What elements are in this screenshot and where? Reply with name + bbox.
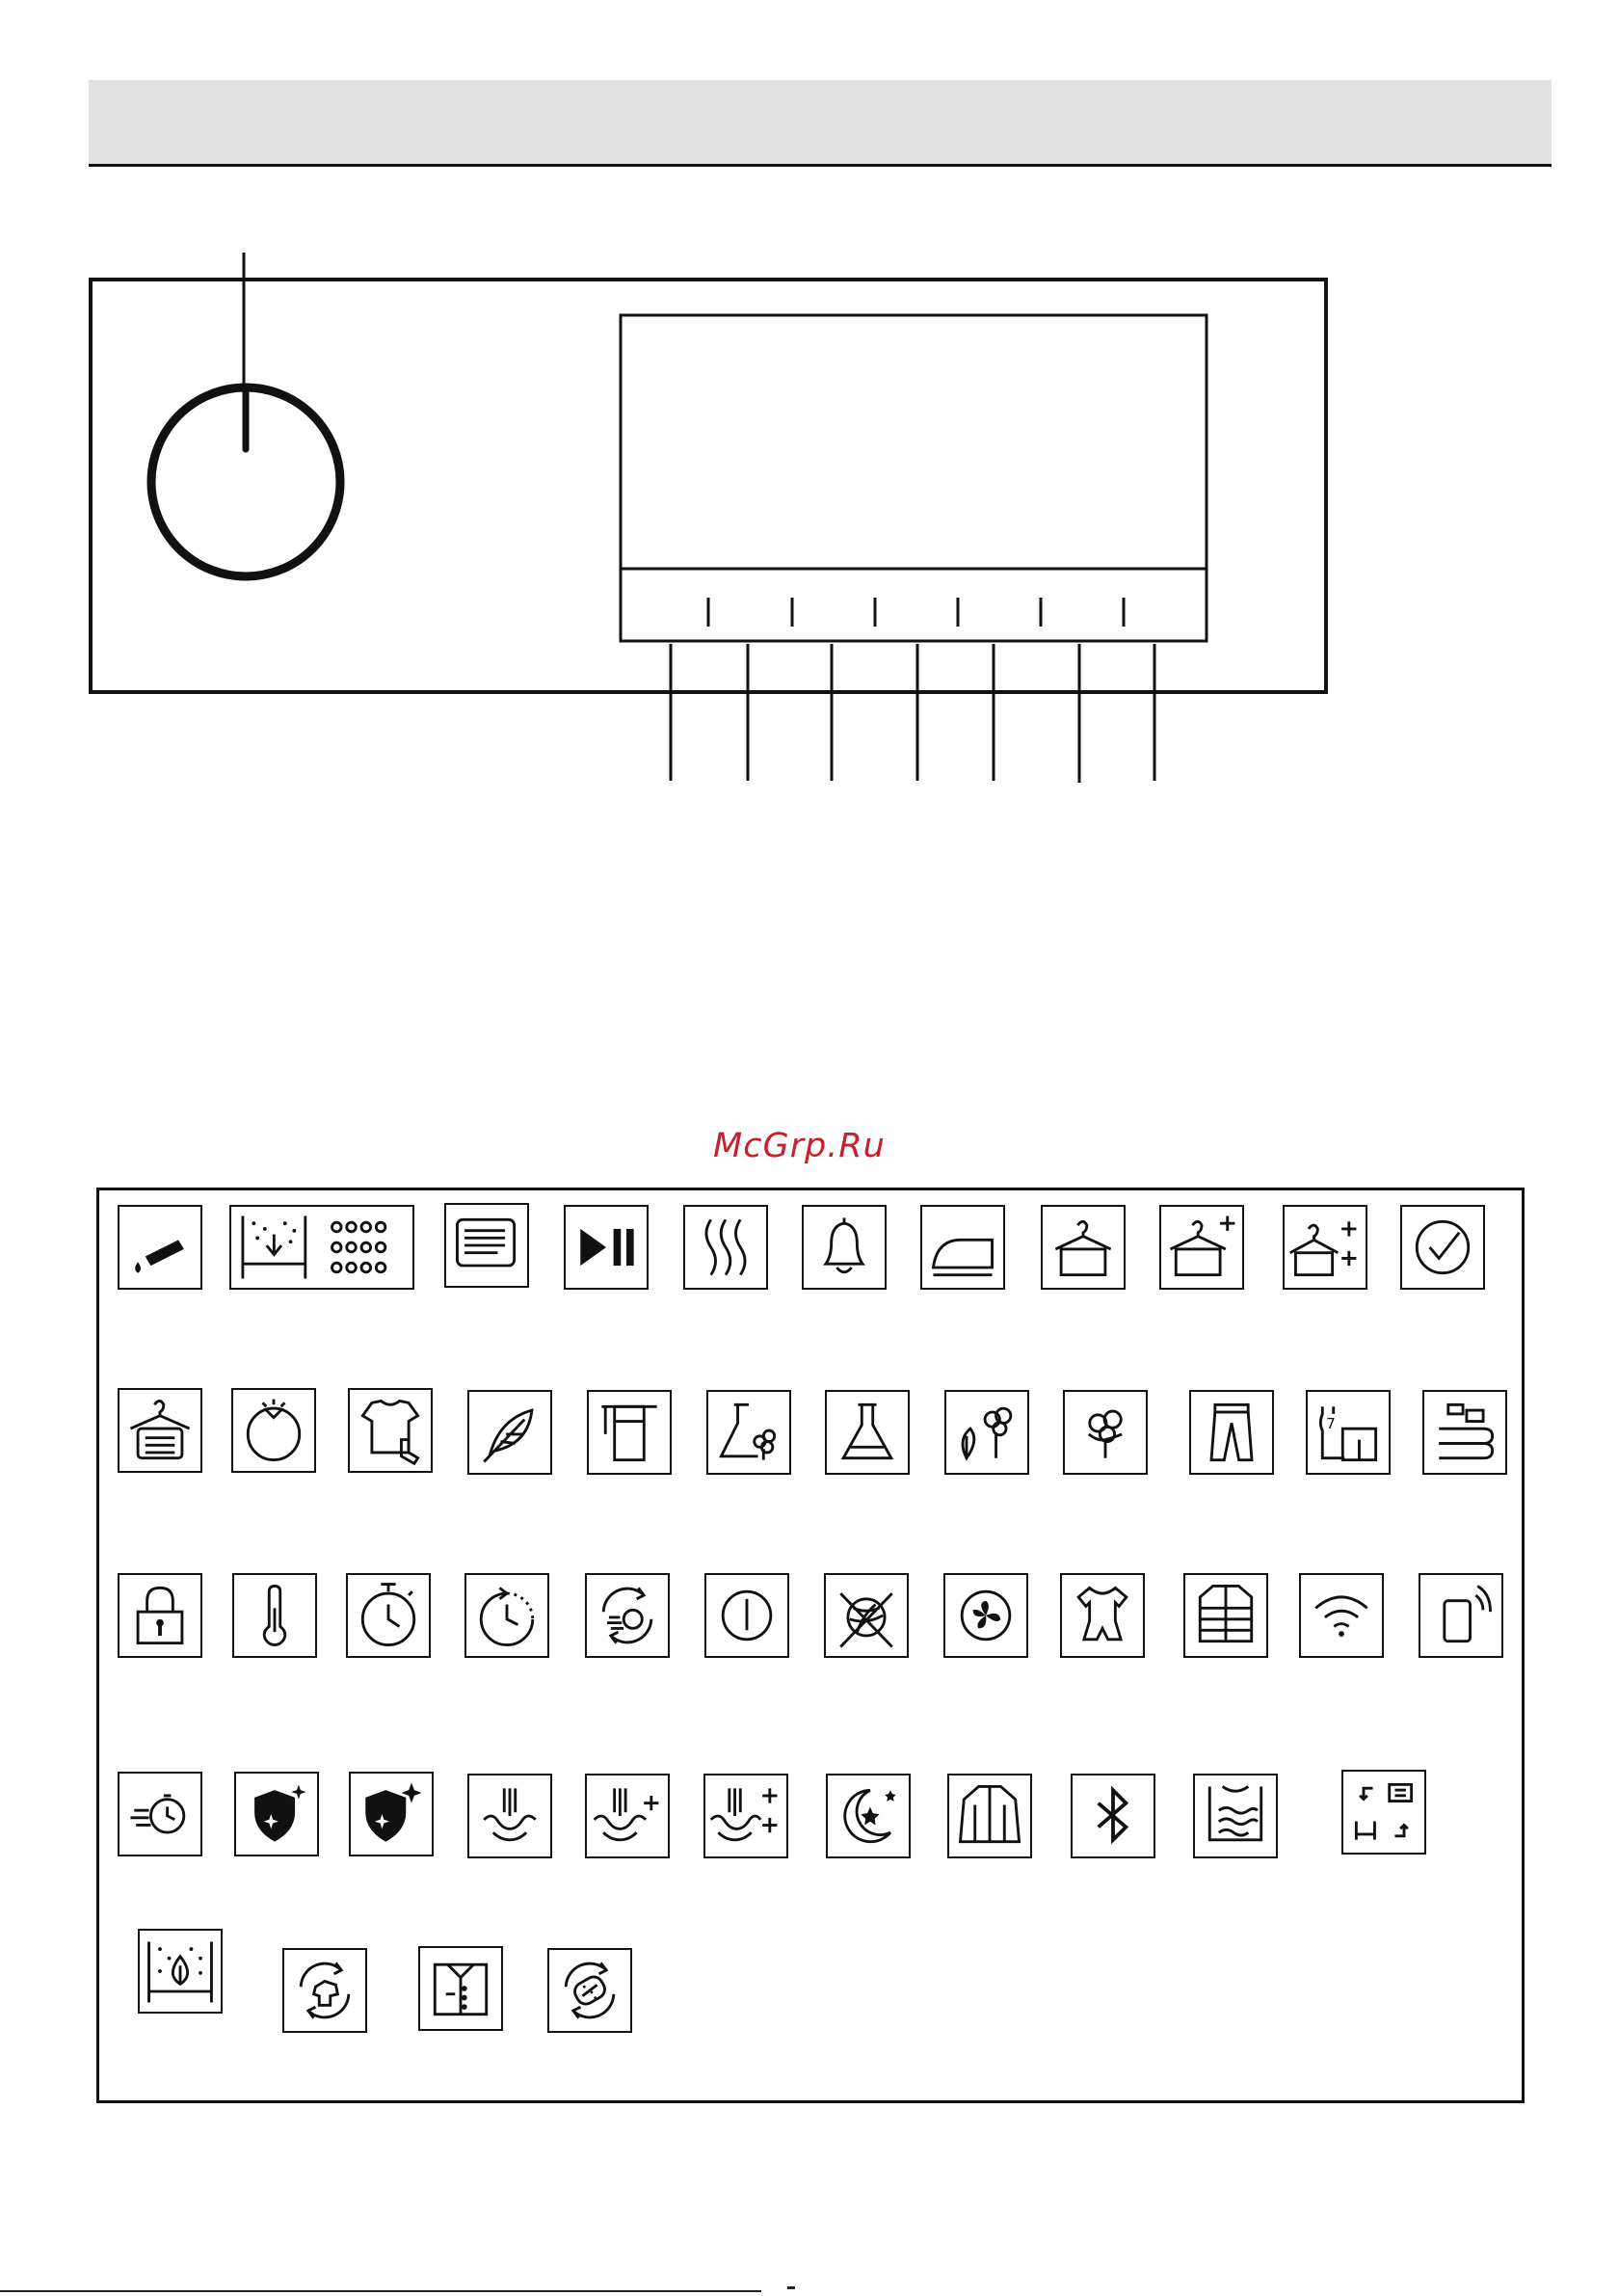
display-screen [621, 315, 1207, 641]
water-level-shirt-icon [1193, 1774, 1278, 1858]
mixed-load-icon [547, 1948, 632, 2033]
eco-drum-icon [138, 1929, 223, 2014]
start-pause-icon [564, 1205, 649, 1290]
drum-clean-icon [231, 1388, 316, 1473]
control-panel-outline [91, 280, 1326, 692]
control-panel-diagram [0, 0, 1618, 800]
checkmark-circle-icon [1400, 1205, 1485, 1290]
watermark: McGrp.Ru [713, 1127, 886, 1165]
hanger-dry-plus-plus-icon [1283, 1205, 1367, 1290]
power-icon [704, 1573, 789, 1658]
footer-mark [787, 2286, 795, 2289]
hanger-dry-plus-icon [1159, 1205, 1244, 1290]
hygiene-shield-plus-icon [349, 1772, 434, 1856]
sportswear-icon [1306, 1390, 1391, 1475]
baby-clothes-icon [1060, 1573, 1145, 1658]
jacket-icon [947, 1774, 1032, 1858]
cotton-eco-icon [944, 1390, 1029, 1475]
wool-icon [824, 1573, 909, 1658]
child-lock-icon [118, 1573, 202, 1658]
phone-remote-icon [1419, 1573, 1503, 1658]
bluetooth-icon [1071, 1774, 1155, 1858]
svg-text:7: 7 [1326, 1415, 1336, 1433]
timer-icon [346, 1573, 431, 1658]
quick-cycle-icon [585, 1573, 670, 1658]
cotton-icon [1063, 1390, 1148, 1475]
bedding-icon [1422, 1390, 1507, 1475]
wifi-icon [1299, 1573, 1384, 1658]
down-jacket-icon [1183, 1573, 1268, 1658]
feather-delicate-icon [467, 1390, 552, 1475]
hanger-cupboard-icon [118, 1388, 202, 1473]
towel-icon [587, 1390, 672, 1475]
steam-icon [683, 1205, 768, 1290]
shirts-icon [418, 1946, 503, 2031]
prewash-drum-icon [229, 1205, 414, 1290]
hygiene-shield-icon [234, 1772, 319, 1856]
express-icon [118, 1772, 202, 1856]
temperature-icon [232, 1573, 317, 1658]
footer-rule [0, 2290, 761, 2292]
program-list-icon [444, 1203, 529, 1288]
hanger-dry-icon [1041, 1205, 1126, 1290]
extra-rinse-plus-plus-icon [703, 1774, 788, 1858]
refresh-cycle-icon [282, 1948, 367, 2033]
extra-rinse-icon [467, 1774, 552, 1858]
fan-dry-icon [943, 1573, 1028, 1658]
delay-timer-icon [464, 1573, 549, 1658]
eco-cotton-flask-icon [706, 1390, 791, 1475]
jeans-icon [1189, 1390, 1274, 1475]
flask-icon [825, 1390, 910, 1475]
iron-icon [920, 1205, 1005, 1290]
extra-rinse-plus-icon [585, 1774, 670, 1858]
display-button-ticks [708, 598, 1124, 627]
alarm-bell-icon [802, 1205, 887, 1290]
detergent-pour-icon [118, 1205, 202, 1290]
display-callout-lines [671, 644, 1154, 783]
load-weighing-icon [1341, 1770, 1426, 1855]
mixed-clothes-icon [348, 1388, 433, 1473]
night-mode-icon [826, 1774, 911, 1858]
